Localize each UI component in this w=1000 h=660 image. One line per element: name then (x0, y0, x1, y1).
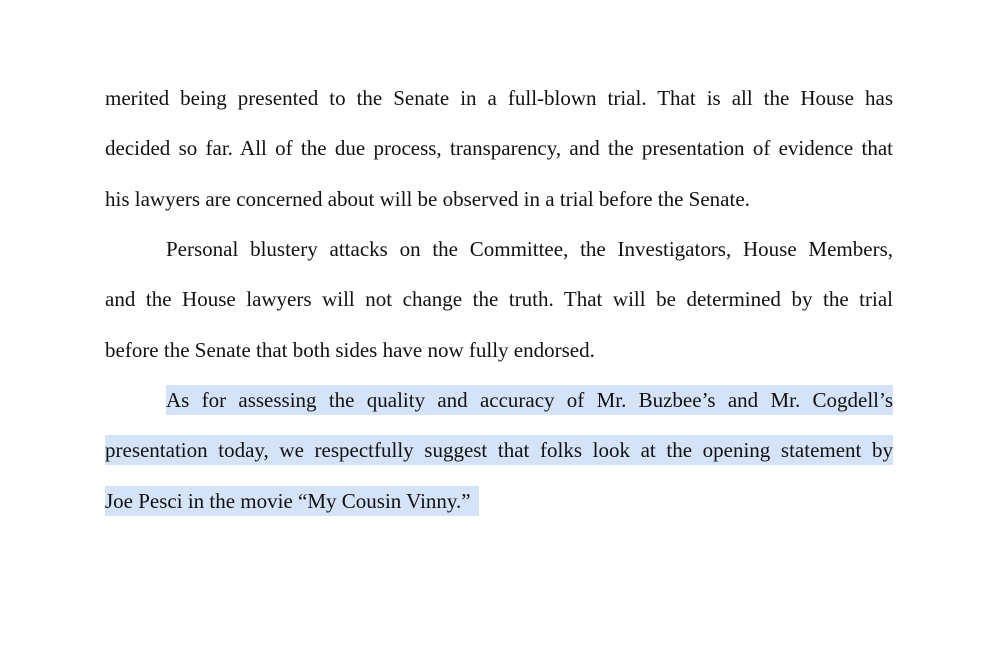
selected-text-line[interactable]: Joe Pesci in the movie “My Cousin Vinny.” (105, 486, 479, 516)
text-line[interactable]: and the House lawyers will not change the truth. That will be determined by the trial (105, 287, 893, 311)
selected-text-line[interactable]: presentation today, we respectfully suggest that folks look at the opening statement by (105, 435, 893, 465)
text-line[interactable]: before the Senate that both sides have now fully endorsed. (105, 338, 595, 362)
text-line[interactable]: decided so far. All of the due process, transparency, and the presentation of evidence that (105, 136, 893, 160)
text-line[interactable]: merited being presented to the Senate in a full-blown trial. That is all the House has (105, 86, 893, 110)
text-line[interactable]: his lawyers are concerned about will be observed in a trial before the Senate. (105, 187, 750, 211)
selected-text-line[interactable]: As for assessing the quality and accuracy of Mr. Buzbee’s and Mr. Cogdell’s (166, 385, 893, 415)
text-line[interactable]: Personal blustery attacks on the Committee, the Investigators, House Members, (166, 237, 893, 261)
